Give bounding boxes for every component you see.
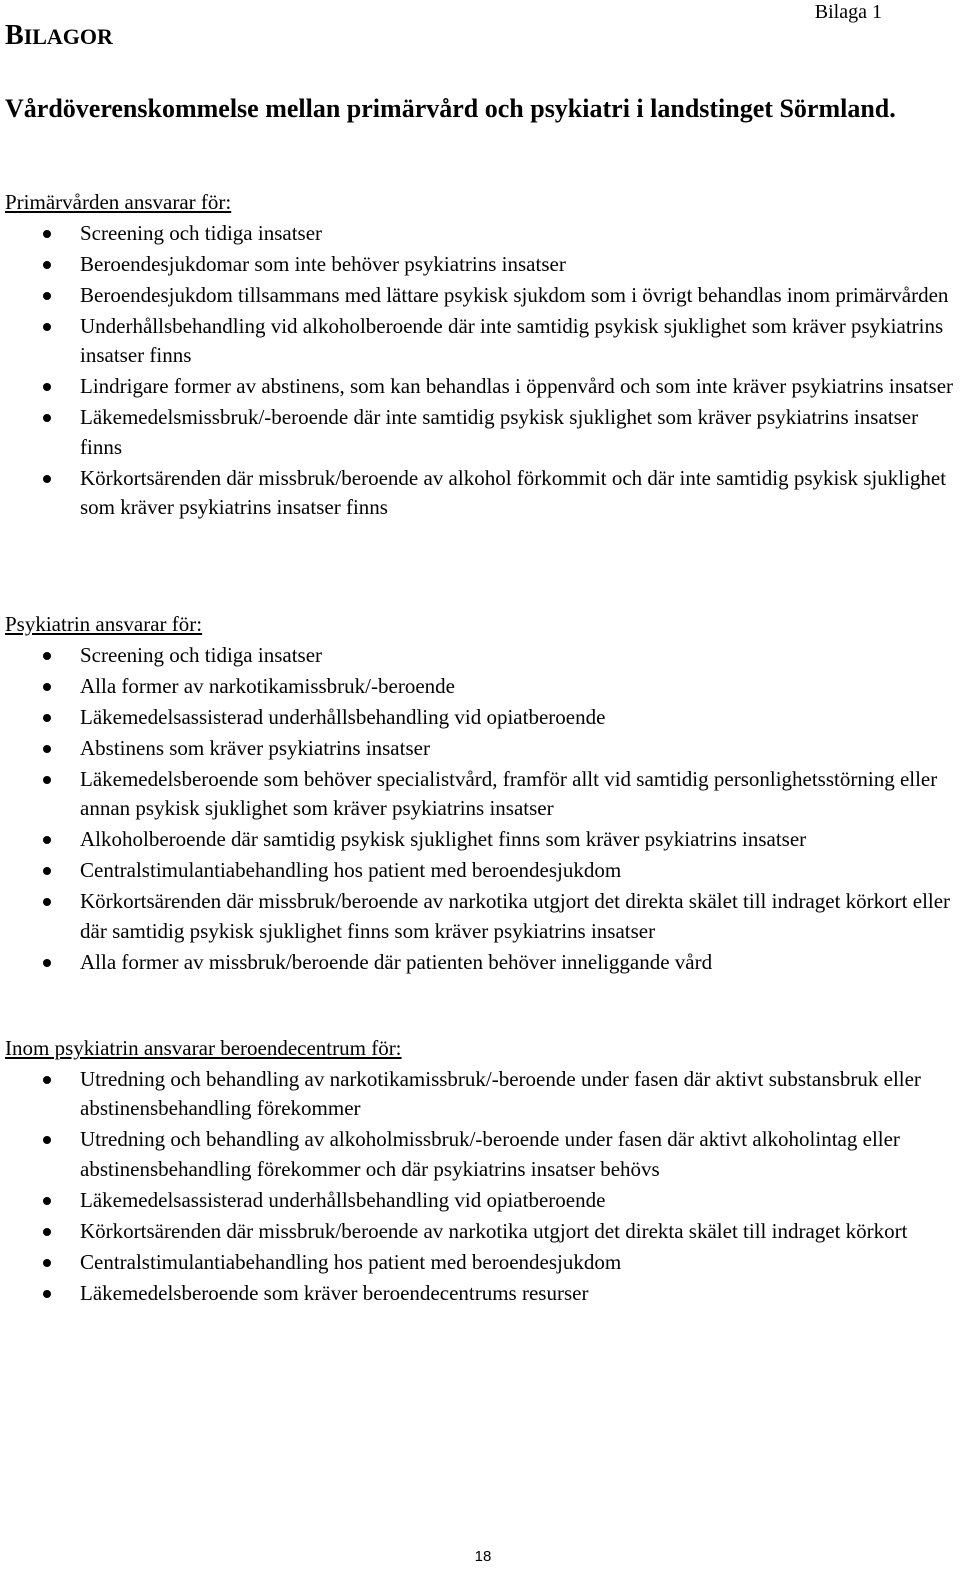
list-item: [5, 1186, 955, 1216]
appendix-label: Bilaga 1: [814, 1, 882, 23]
list-item: [5, 734, 955, 764]
bullet-icon: [43, 714, 51, 722]
list-item-text: Centralstimulantiabehandling hos patient med beroendesjukdom: [80, 1249, 622, 1274]
bullet-icon: [43, 1136, 51, 1144]
bullet-icon: [43, 683, 51, 691]
list-item-text: Alkoholberoende där samtidig psykisk sjuklighet finns som kräver psykiatrins insatser: [80, 827, 807, 851]
list-item: [5, 1217, 955, 1247]
page-number: 18: [474, 1548, 492, 1565]
list-item: [5, 1125, 955, 1184]
list-item: [5, 703, 955, 733]
bullet-icon: [43, 867, 51, 875]
bullet-icon: [43, 1290, 51, 1298]
list-item: [5, 1065, 955, 1124]
list-item: [5, 765, 955, 824]
list-item-text: Beroendesjukdom tillsammans med lättare psykisk sjukdom som i övrigt behandlas inom primärvården: [80, 282, 949, 307]
document-title: Vårdöverenskommelse mellan primärvård och psykiatri i landstinget Sörmland.: [5, 94, 896, 123]
list-item-text: Läkemedelsberoende som behöver specialistvård, framför allt vid samtidig personlighetsstörning eller annan psykisk sjuklighet som kräver psykiatrins insatser: [80, 766, 938, 820]
list-item-text: Alla former av missbruk/beroende där patienten behöver inneliggande vård: [80, 949, 713, 974]
list-item: [5, 312, 955, 371]
list-item-text: Körkortsärenden där missbruk/beroende av narkotika utgjort det direkta skälet till indraget körkort: [80, 1218, 908, 1243]
list-item: [5, 464, 955, 523]
bullet-icon: [43, 414, 51, 422]
list-item-text: Lindrigare former av abstinens, som kan behandlas i öppenvård och som inte kräver psykiatrins insatser: [80, 374, 954, 398]
list-item-text: Screening och tidiga insatser: [80, 642, 323, 667]
list-item: [5, 403, 955, 462]
responsibility-list: [5, 1065, 955, 1309]
bullet-icon: [43, 292, 51, 300]
bullet-icon: [43, 230, 51, 238]
section-heading: Inom psykiatrin ansvarar beroendecentrum för:: [5, 1036, 402, 1060]
list-item-text: Screening och tidiga insatser: [80, 220, 323, 245]
list-item-text: Körkortsärenden där missbruk/beroende av alkohol förkommit och där inte samtidig psykisk sjuklighet som kräver psykiatrins insatser finns: [80, 465, 947, 519]
bullet-icon: [43, 898, 51, 906]
section-heading: Primärvården ansvarar för:: [5, 190, 232, 214]
list-item-text: Utredning och behandling av alkoholmissbruk/-beroende under fasen där aktivt alkoholintag eller abstinensbehandling förekommer och där psykiatrins insatser behövs: [80, 1127, 900, 1181]
list-item: [5, 281, 955, 311]
list-item: [5, 1248, 955, 1278]
list-item-text: Läkemedelsberoende som kräver beroendecentrums resurser: [80, 1280, 589, 1305]
bullet-icon: [43, 1228, 51, 1236]
section-addiction-center: [5, 1033, 955, 1308]
list-item-text: Centralstimulantiabehandling hos patient med beroendesjukdom: [80, 858, 622, 882]
responsibility-list: [5, 641, 955, 978]
list-item-text: Beroendesjukdomar som inte behöver psykiatrins insatser: [80, 251, 566, 276]
list-item: [5, 1279, 955, 1309]
list-item: [5, 641, 955, 671]
list-item: [5, 856, 955, 886]
bullet-icon: [43, 1197, 51, 1205]
bullet-icon: [43, 652, 51, 660]
bullet-icon: [43, 383, 51, 391]
list-item-text: Utredning och behandling av narkotikamissbruk/-beroende under fasen där aktivt substansbruk eller abstinensbehandling förekommer: [80, 1066, 921, 1120]
bullet-icon: [43, 959, 51, 967]
bullet-icon: [43, 745, 51, 753]
bullet-icon: [43, 1259, 51, 1267]
section-psychiatry: [5, 609, 955, 977]
section-heading: Psykiatrin ansvarar för:: [5, 612, 203, 636]
list-item: [5, 372, 955, 402]
list-item-text: Läkemedelsassisterad underhållsbehandling vid opiatberoende: [80, 704, 606, 729]
bullet-icon: [43, 836, 51, 844]
chapter-heading-initial: B: [5, 20, 24, 51]
list-item: [5, 825, 955, 855]
list-item-text: Läkemedelsmissbruk/-beroende där inte samtidig psykisk sjuklighet som kräver psykiatrins insatser finns: [80, 405, 919, 459]
list-item: [5, 250, 955, 280]
list-item: [5, 672, 955, 702]
list-item-text: Körkortsärenden där missbruk/beroende av narkotika utgjort det direkta skälet till indraget körkort eller där samtidig psykisk sjuklighet finns som kräver psykiatrins insatser: [80, 889, 951, 943]
bullet-icon: [43, 261, 51, 269]
chapter-heading-rest: ILAGOR: [23, 24, 113, 49]
responsibility-list: [5, 219, 955, 523]
list-item-text: Abstinens som kräver psykiatrins insatser: [80, 735, 430, 760]
section-primary-care: [5, 187, 955, 523]
chapter-heading: [5, 18, 113, 55]
bullet-icon: [43, 323, 51, 331]
list-item: [5, 887, 955, 946]
list-item-text: Alla former av narkotikamissbruk/-beroende: [80, 673, 455, 698]
list-item: [5, 948, 955, 978]
list-item: [5, 219, 955, 249]
bullet-icon: [43, 776, 51, 784]
list-item-text: Underhållsbehandling vid alkoholberoende där inte samtidig psykisk sjuklighet som kräver psykiatrins insatser finns: [80, 313, 944, 367]
bullet-icon: [43, 475, 51, 483]
bullet-icon: [43, 1076, 51, 1084]
list-item-text: Läkemedelsassisterad underhållsbehandling vid opiatberoende: [80, 1187, 606, 1212]
